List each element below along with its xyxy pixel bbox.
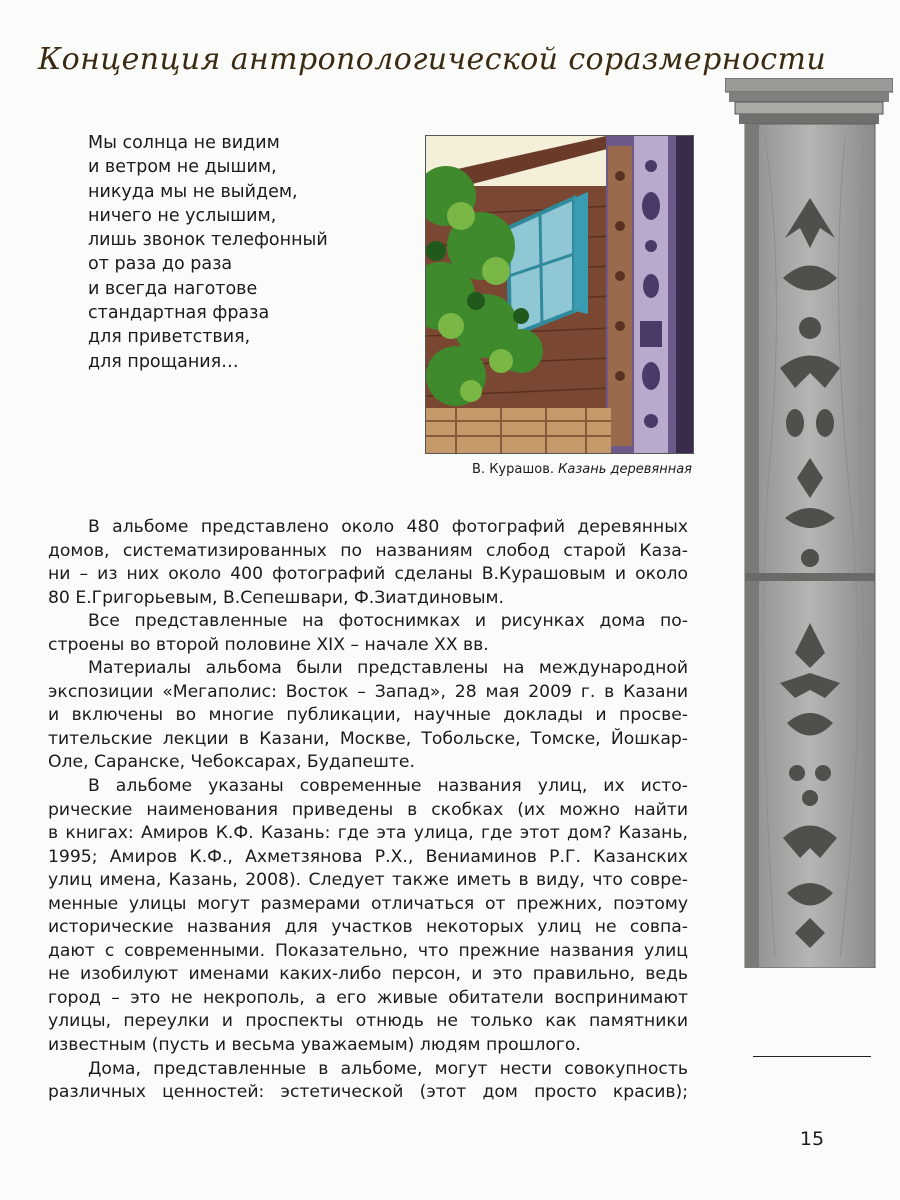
- body-line: 1995; Амиров К.Ф., Ахметзянова Р.Х., Вениаминов Р.Г. Казанских: [48, 846, 688, 867]
- poem-line: ничего не услышим,: [88, 205, 277, 226]
- body-line: различных ценностей: эстетической (этот дом просто красив);: [48, 1082, 688, 1103]
- poem-line: и ветром не дышим,: [88, 157, 277, 178]
- body-line: дают с современными. Показательно, что прежние названия улиц: [48, 940, 688, 961]
- painting-wooden-kazan: [425, 135, 694, 454]
- poem-line: лишь звонок телефонный: [88, 230, 328, 251]
- body-text: [48, 516, 688, 1105]
- footer-rule: [753, 1056, 871, 1057]
- body-line: экспозиции «Мегаполис: Восток – Запад», 28 мая 2009 г. в Казани: [48, 681, 688, 702]
- poem-line: для приветствия,: [88, 327, 251, 348]
- page-number: 15: [799, 1128, 825, 1150]
- carved-column-illustration: [725, 78, 893, 968]
- body-line: исторические названия для участков некоторых улиц не совпа-: [48, 917, 688, 938]
- body-line: менные улицы могут размерами отличаться от прежних, поэтому: [48, 893, 688, 914]
- poem-line: и всегда наготове: [88, 278, 258, 299]
- body-line: улиц имена, Казань, 2008). Следует также иметь в виду, что совре-: [48, 870, 688, 891]
- body-line: Оле, Саранске, Чебоксарах, Будапеште.: [48, 752, 415, 773]
- body-line: улицы, переулки и проспекты отнюдь не только как памятники: [48, 1011, 688, 1032]
- body-line: строены во второй половине XIX – начале XX вв.: [48, 634, 489, 655]
- body-line: домов, систематизированных по названиям слобод старой Каза-: [48, 540, 688, 561]
- painting-caption: [440, 462, 692, 477]
- body-line: Все представленные на фотоснимках и рисунках дома по-: [88, 611, 688, 632]
- body-line: 80 Е.Григорьевым, В.Сепешвари, Ф.Зиатдиновым.: [48, 587, 504, 608]
- body-line: и включены во многие публикации, научные доклады и просве-: [48, 705, 688, 726]
- poem-line: от раза до раза: [88, 254, 233, 275]
- poem-line: стандартная фраза: [88, 303, 270, 324]
- body-line: не изобилуют именами каких-либо персон, и это правильно, ведь: [48, 964, 688, 985]
- body-line: Дома, представленные в альбоме, могут нести совокупность: [88, 1058, 688, 1079]
- body-line: рические наименования приведены в скобках (их можно найти: [48, 799, 688, 820]
- poem-line: Мы солнца не видим: [88, 133, 280, 153]
- body-line: В альбоме указаны современные названия улиц, их исто-: [88, 776, 688, 797]
- body-line: тительские лекции в Казани, Москве, Тобольске, Томске, Йошкар-: [48, 728, 688, 749]
- body-line: в книгах: Амиров К.Ф. Казань: где эта улица, где этот дом? Казань,: [48, 823, 688, 844]
- page-title: Концепция антропологической соразмерности: [38, 42, 827, 77]
- body-line: ни – из них около 400 фотографий сделаны В.Курашовым и около: [48, 564, 688, 585]
- body-line: Материалы альбома были представлены на международной: [88, 658, 688, 679]
- poem-line: никуда мы не выйдем,: [88, 181, 298, 202]
- poem-line: для прощания…: [88, 351, 239, 372]
- body-line: известным (пусть и весьма уважаемым) людям прошлого.: [48, 1035, 581, 1056]
- caption-author: В. Курашов.: [472, 462, 554, 477]
- body-line: город – это не некрополь, а его живые обитатели воспринимают: [48, 987, 688, 1008]
- body-line: В альбоме представлено около 480 фотографий деревянных: [88, 517, 688, 537]
- epigraph-poem: [88, 131, 388, 374]
- caption-work-title: Казань деревянная: [558, 462, 692, 477]
